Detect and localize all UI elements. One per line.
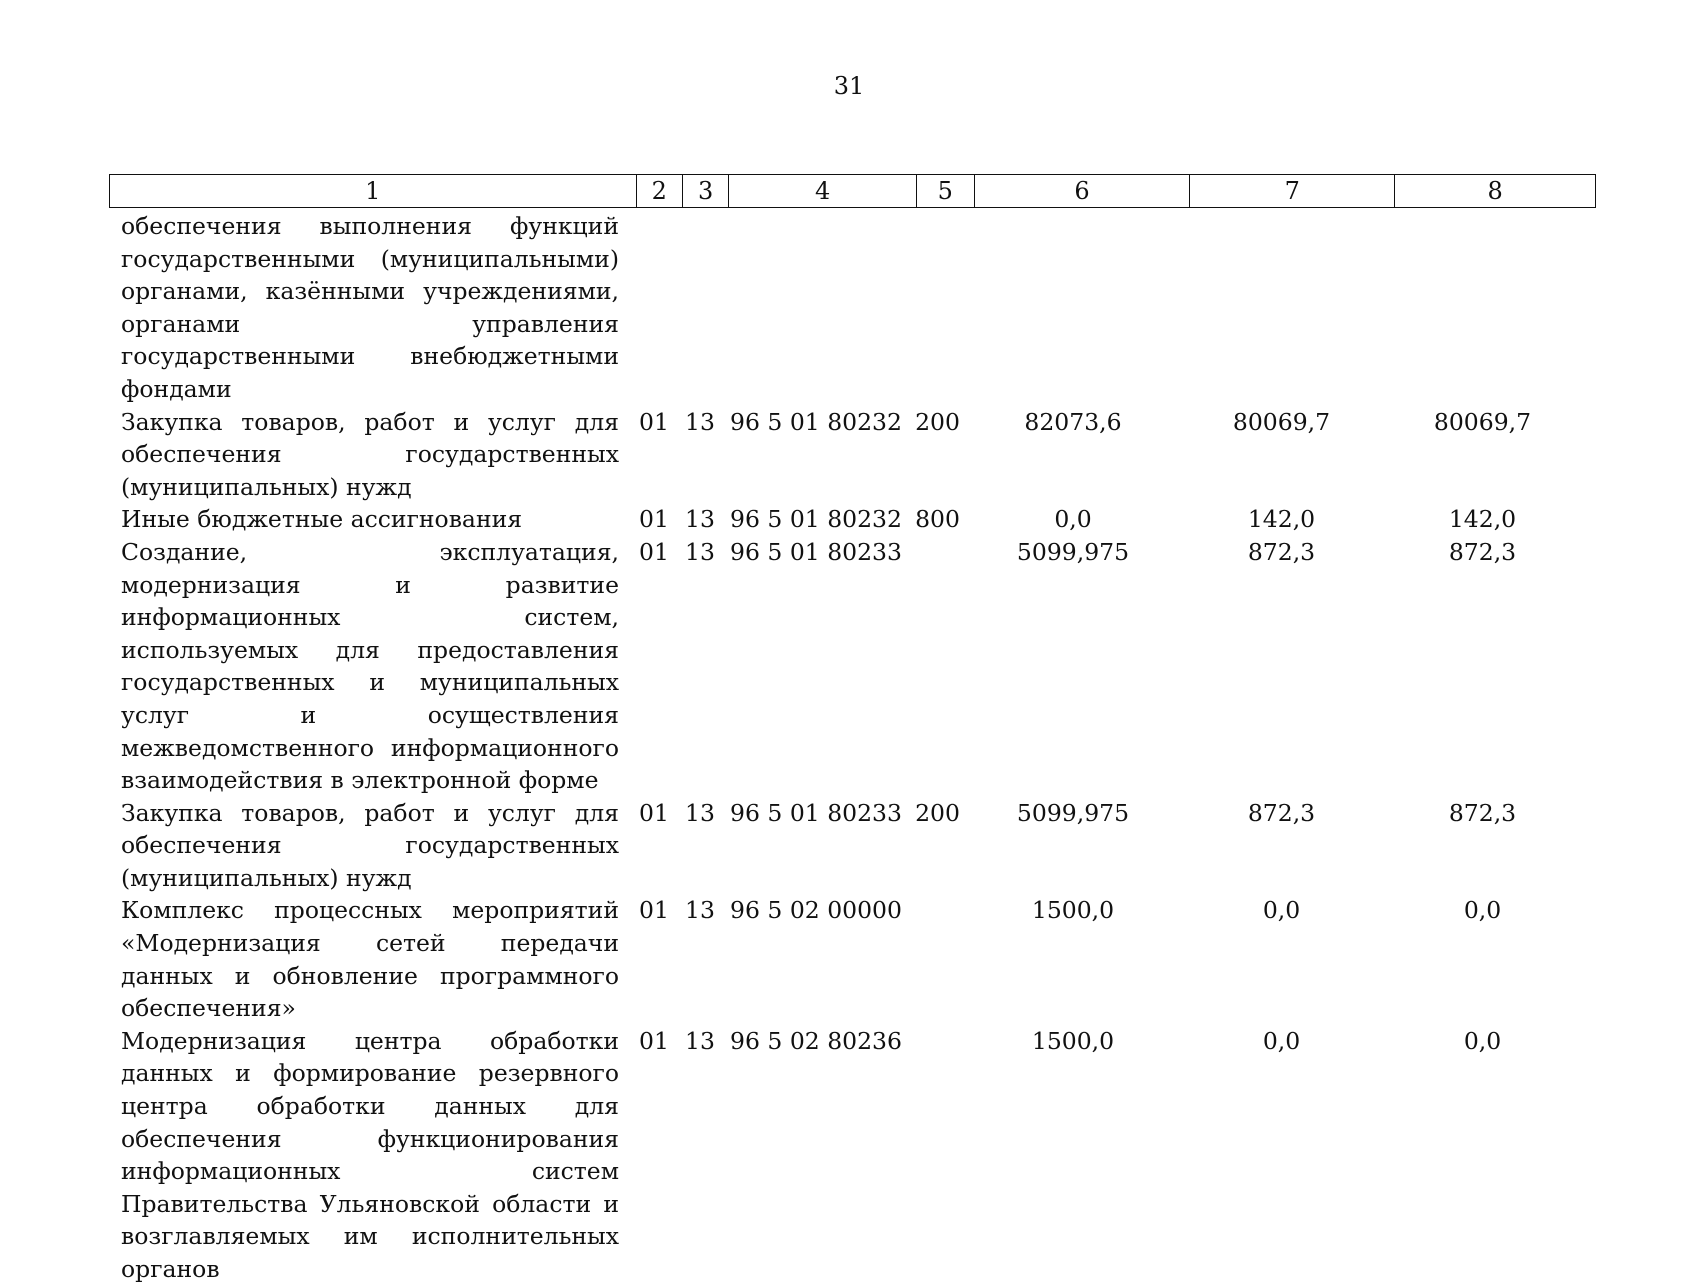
row-subsection: 13 [685, 896, 715, 925]
row-amount-col6: 0,0 [1054, 505, 1092, 534]
row-amount-col6: 1500,0 [1031, 896, 1115, 925]
table-row [109, 503, 1596, 536]
row-expense-type: 200 [915, 798, 960, 827]
column-header-5: 5 [917, 175, 975, 208]
row-target-article: 96 5 01 80233 [730, 798, 902, 827]
row-target-article: 96 5 02 80236 [730, 1026, 902, 1055]
row-amount-col6: 5099,975 [1016, 537, 1130, 566]
row-amount-col7: 0,0 [1262, 1026, 1301, 1055]
row-description: Создание, эксплуатация, модернизация и развитие информационных систем, используемых для предоставления государственных и муниципальных услуг и осуществления межведомственного информационного взаимодействия в электронной форме [121, 537, 619, 795]
row-amount-col7: 872,3 [1247, 798, 1316, 827]
budget-table-body [109, 210, 1596, 1286]
row-description: Модернизация центра обработки данных и формирование резервного центра обработки данных для обеспечения функционирования информационных систем Правительства Ульяновской области и возглавляемых им исполнительных органов [121, 1026, 619, 1283]
row-amount-col6: 5099,975 [1016, 798, 1130, 827]
column-header-6: 6 [974, 175, 1190, 208]
table-row [109, 406, 1596, 504]
row-amount-col7: 142,0 [1247, 505, 1316, 534]
row-subsection: 13 [685, 798, 715, 827]
row-target-article: 96 5 01 80232 [730, 505, 902, 534]
row-description: обеспечения выполнения функций государственными (муниципальными) органами, казёнными учреждениями, органами управления государственными внебюджетными фондами [121, 212, 619, 403]
column-header-4: 4 [729, 175, 917, 208]
row-amount-col6: 1500,0 [1031, 1026, 1115, 1055]
row-amount-col8: 872,3 [1448, 537, 1517, 566]
row-description: Закупка товаров, работ и услуг для обеспечения государственных (муниципальных) нужд [121, 407, 619, 501]
row-section: 01 [639, 505, 669, 534]
row-expense-type: 200 [915, 407, 960, 436]
table-row [109, 797, 1596, 895]
row-subsection: 13 [685, 537, 715, 566]
row-target-article: 96 5 02 00000 [730, 896, 902, 925]
row-amount-col8: 142,0 [1448, 505, 1517, 534]
row-amount-col7: 872,3 [1247, 537, 1316, 566]
column-header-7: 7 [1190, 175, 1395, 208]
row-expense-type: 800 [915, 505, 960, 534]
column-header-row [110, 175, 1596, 208]
row-amount-col6: 82073,6 [1024, 407, 1122, 436]
page-number: 31 [833, 72, 865, 100]
table-row [109, 894, 1596, 1024]
row-section: 01 [639, 537, 669, 566]
row-section: 01 [639, 407, 669, 436]
row-subsection: 13 [685, 407, 715, 436]
row-amount-col7: 80069,7 [1232, 407, 1331, 436]
row-amount-col7: 0,0 [1262, 896, 1301, 925]
row-subsection: 13 [685, 1026, 715, 1055]
column-header-1: 1 [110, 175, 637, 208]
row-description: Закупка товаров, работ и услуг для обеспечения государственных (муниципальных) нужд [121, 798, 619, 892]
row-section: 01 [639, 1026, 669, 1055]
column-header-table [109, 174, 1596, 208]
column-header-3: 3 [682, 175, 728, 208]
row-amount-col8: 80069,7 [1433, 407, 1532, 436]
row-amount-col8: 0,0 [1463, 896, 1502, 925]
row-subsection: 13 [685, 505, 715, 534]
table-row [109, 210, 1596, 406]
row-amount-col8: 0,0 [1463, 1026, 1502, 1055]
table-row [109, 536, 1596, 797]
row-section: 01 [639, 798, 669, 827]
row-amount-col8: 872,3 [1448, 798, 1517, 827]
row-target-article: 96 5 01 80233 [730, 537, 902, 566]
row-target-article: 96 5 01 80232 [730, 407, 902, 436]
row-description: Иные бюджетные ассигнования [121, 505, 523, 534]
column-header-8: 8 [1395, 175, 1596, 208]
table-row [109, 1025, 1596, 1286]
row-section: 01 [639, 896, 669, 925]
column-header-2: 2 [636, 175, 682, 208]
row-description: Комплекс процессных мероприятий «Модернизация сетей передачи данных и обновление программного обеспечения» [121, 896, 619, 1023]
